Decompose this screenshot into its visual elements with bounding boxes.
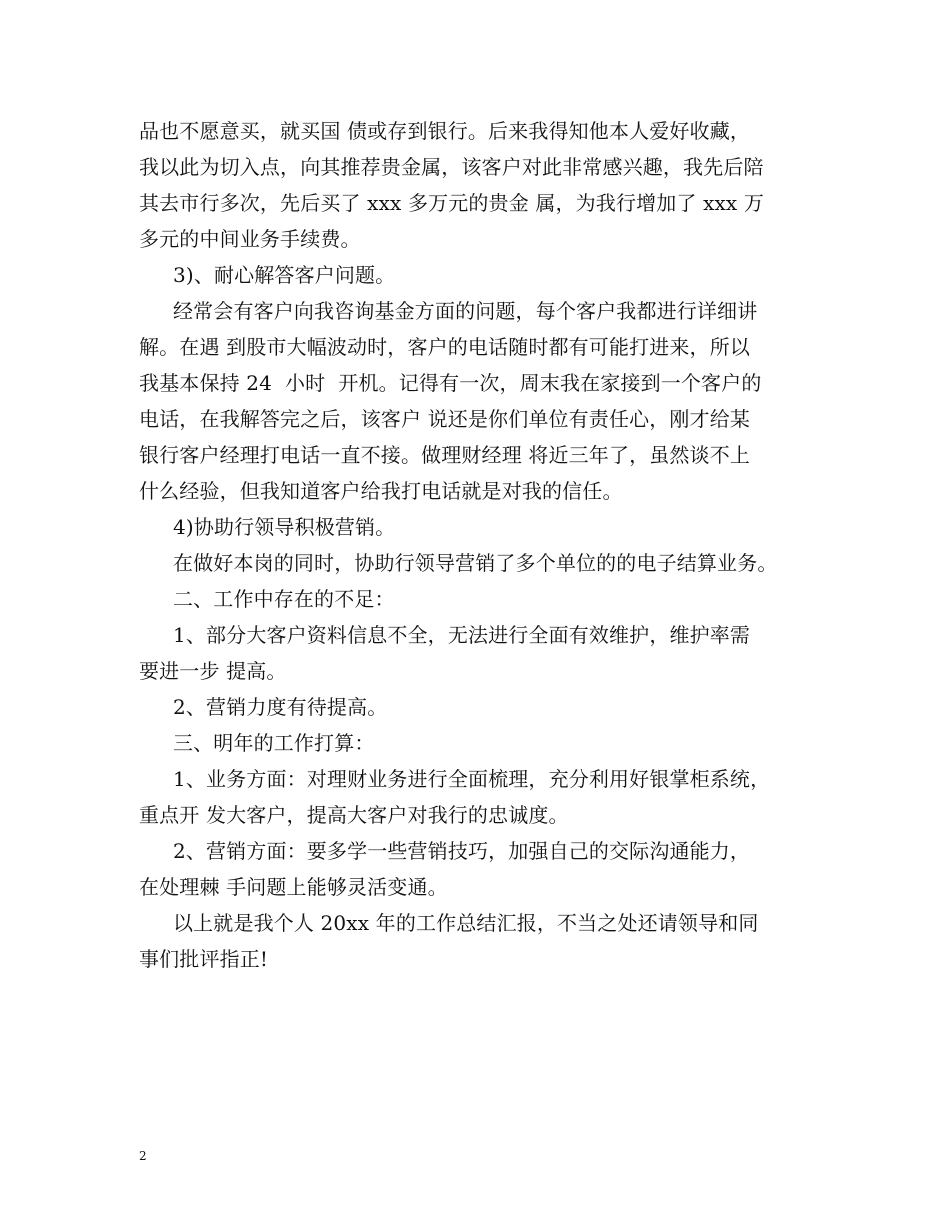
text-line: 2、营销力度有待提高。: [173, 695, 388, 719]
text-line: 在做好本岗的同时，协助行领导营销了多个单位的的电子结算业务。: [173, 551, 778, 575]
text-line: 我基本保持 24 小时 开机。记得有一次，周末我在家接到一个客户的: [139, 371, 762, 395]
text-line: 银行客户经理打电话一直不接。做理财经理 将近三年了，虽然谈不上: [139, 443, 751, 467]
text-line: 解。在遇 到股市大幅波动时，客户的电话随时都有可能打进来，所以: [139, 335, 751, 359]
text-line: 我以此为切入点，向其推荐贵金属，该客户对此非常感兴趣，我先后陪: [139, 155, 764, 179]
text-line: 重点开 发大客户，提高大客户对我行的忠诚度。: [139, 803, 569, 827]
text-line: 以上就是我个人 20xx 年的工作总结汇报，不当之处还请领导和同: [173, 911, 759, 935]
text-line: 电话，在我解答完之后，该客户 说还是你们单位有责任心，刚才给某: [139, 407, 751, 431]
text-line: 经常会有客户向我咨询基金方面的问题，每个客户我都进行详细讲: [173, 299, 758, 323]
text-line: 什么经验，但我知道客户给我打电话就是对我的信任。: [139, 479, 623, 503]
text-line: 品也不愿意买，就买国 债或存到银行。后来我得知他本人爱好收藏，: [139, 119, 751, 143]
text-line: 1、部分大客户资料信息不全，无法进行全面有效维护，维护率需: [173, 623, 751, 647]
body-text: [139, 113, 839, 977]
text-line: 4)协助行领导积极营销。: [173, 515, 396, 539]
text-line: 二、工作中存在的不足：: [173, 587, 395, 611]
text-line: 三、明年的工作打算：: [173, 731, 375, 755]
text-line: 2、营销方面：要多学一些营销技巧，加强自己的交际沟通能力，: [173, 839, 751, 863]
text-line: 3)、耐心解答客户问题。: [173, 263, 396, 287]
text-line: 其去市行多次，先后买了 xxx 多万元的贵金 属，为我行增加了 xxx 万: [139, 191, 765, 215]
text-line: 在处理棘 手问题上能够灵活变通。: [139, 875, 448, 899]
text-line: 多元的中间业务手续费。: [139, 227, 361, 251]
page-number: 2: [139, 1149, 147, 1163]
text-line: 要进一步 提高。: [139, 659, 287, 683]
text-line: 事们批评指正!: [139, 947, 269, 971]
text-line: 1、业务方面：对理财业务进行全面梳理，充分利用好银掌柜系统，: [173, 767, 771, 791]
